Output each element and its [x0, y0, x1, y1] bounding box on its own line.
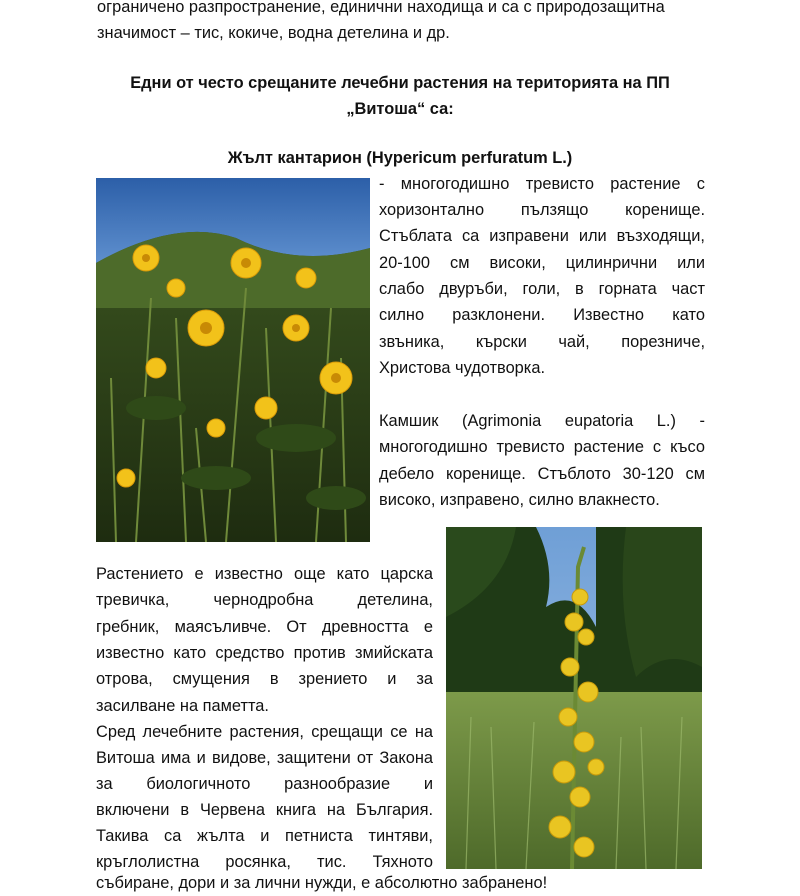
plant1-line: Христова чудотворка.: [379, 359, 546, 377]
paragraph-line: Витоша има и видове, защитени от Закона: [96, 749, 433, 767]
plant1-line: хоризонтално пълзящо коренище.: [379, 201, 705, 219]
plant1-line: - многогодишно тревисто растение с: [379, 175, 705, 193]
paragraph-line: включени в Червена книга на България.: [96, 801, 433, 819]
paragraph-line: известно като средство против змийската: [96, 644, 433, 662]
hypericum-photo: [96, 178, 370, 542]
paragraph-line: Растението е известно още като царска: [96, 565, 433, 583]
paragraph-line: гребник, маясъливче. От древността е: [96, 618, 433, 636]
paragraph-line: събиране, дори и за лични нужди, е абсолютно забранено!: [96, 874, 548, 892]
plant1-line: силно разклонени. Известно като: [379, 306, 705, 324]
paragraph-line: Такива са жълта и петниста тинтяви,: [96, 827, 433, 845]
intro-line-1: ограничено разпространение, единични находища и са с природозащитна: [97, 0, 665, 16]
paragraph-line: за биологичното разнообразие и: [96, 775, 433, 793]
plant1-line: звъника, кърски чай, порезниче,: [379, 333, 705, 351]
paragraph-line: засилване на паметта.: [96, 697, 269, 715]
agrimonia-photo: [446, 527, 702, 869]
plant2-line: многогодишно тревисто растение с късо: [379, 438, 705, 456]
paragraph-line: Сред лечебните растения, срещащи се на: [96, 723, 433, 741]
section-heading-line-1: Едни от често срещаните лечебни растения на територията на ПП: [130, 74, 670, 92]
plant2-line: дебело коренище. Стъблото 30-120 см: [379, 465, 705, 483]
plant1-title: Жълт кантарион (Hypericum perfuratum L.): [227, 149, 573, 167]
paragraph-line: кръглолистна росянка, тис. Тяхното: [96, 853, 433, 871]
plant1-line: Стъблата са изправени или възходящи,: [379, 227, 705, 245]
plant1-line: слабо двуръби, голи, в горната част: [379, 280, 705, 298]
plant2-line: високо, изправено, силно влакнесто.: [379, 491, 660, 509]
intro-line-2: значимост – тис, кокиче, водна детелина и др.: [97, 24, 450, 42]
section-heading-line-2: „Витоша“ са:: [346, 100, 454, 118]
plant2-line: Камшик (Agrimonia eupatoria L.) -: [379, 412, 705, 430]
paragraph-line: тревичка, чернодробна детелина,: [96, 591, 433, 609]
plant1-line: 20-100 см високи, цилинрични или: [379, 254, 705, 272]
paragraph-line: отрова, смущения в зрението и за: [96, 670, 433, 688]
